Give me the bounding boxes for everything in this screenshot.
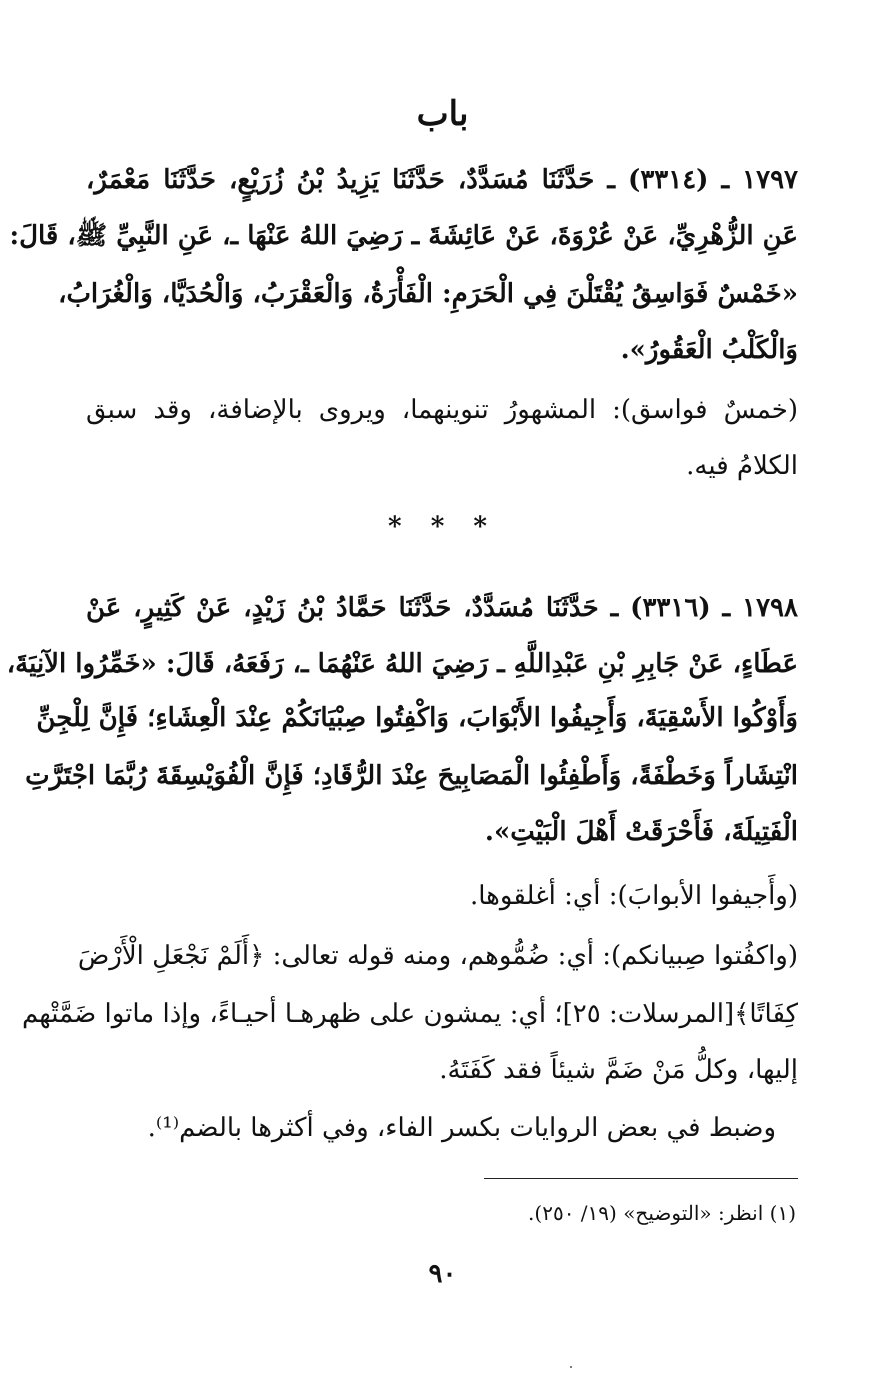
footnote-divider [484,1178,798,1179]
chapter-heading: باب [416,94,469,134]
hadith-1797-line-2: عَنِ الزُّهْرِيِّ، عَنْ عُرْوَةَ، عَنْ عَائِشَةَ ـ رَضِيَ اللهُ عَنْهَا ـ، عَنِ النَّبِيِّ ﷺ، قَالَ: [9,221,798,251]
hadith-1797-line-1: ١٧٩٧ ـ (٣٣١٤) ـ حَدَّثَنَا مُسَدَّدٌ، حَدَّثَنَا يَزِيدُ بْنُ زُرَيْعٍ، حَدَّثَنَا مَعْمَرٌ، [86,165,798,195]
commentary-2-line-1: (وأَجيفوا الأبوابَ): أي: أغلقوها. [469,881,798,911]
hadith-1797-line-4: وَالْكَلْبُ الْعَقُورُ». [620,335,798,365]
hadith-1798-line-5: الْفَتِيلَةَ، فَأَحْرَقَتْ أَهْلَ الْبَيْتِ». [484,817,798,847]
hadith-1798-line-3: وَأَوْكُوا الأَسْقِيَةَ، وَأَجِيفُوا الأَبْوَابَ، وَاكْفِتُوا صِبْيَانَكُمْ عِنْدَ الْعِشَاءِ؛ فَإِنَّ لِلْجِنِّ [36,703,798,733]
page-number: ٩٠ [428,1259,457,1289]
hadith-1798-line-4: انْتِشَاراً وَخَطْفَةً، وَأَطْفِئُوا الْمَصَابِيحَ عِنْدَ الرُّقَادِ؛ فَإِنَّ الْفُوَيْسِقَةَ رُبَّمَا اجْتَرَّتِ [25,761,798,791]
hadith-1798-line-1: ١٧٩٨ ـ (٣٣١٦) ـ حَدَّثَنَا مُسَدَّدٌ، حَدَّثَنَا حَمَّادُ بْنُ زَيْدٍ، عَنْ كَثِيرٍ، عَنْ [86,593,798,623]
hadith-1797-line-3: «خَمْسٌ فَوَاسِقُ يُقْتَلْنَ فِي الْحَرَمِ: الْفَأْرَةُ، وَالْعَقْرَبُ، وَالْحُدَيَّا، وَالْغُرَابُ، [58,279,798,309]
hadith-1798-line-2: عَطَاءٍ، عَنْ جَابِرِ بْنِ عَبْدِاللَّهِ ـ رَضِيَ اللهُ عَنْهُمَا ـ، رَفَعَهُ، قَالَ: «خَمِّرُوا الآنِيَةَ، [6,649,798,679]
footnote: (١) انظر: «التوضيح» (١٩/ ٢٥٠). [528,1201,796,1225]
commentary-2-block-line-1: (واكفُتوا صِبيانكم): أي: ضُمُّوهم، ومنه قوله تعالى: ﴿أَلَمْ نَجْعَلِ الْأَرْضَ [77,941,798,971]
commentary-2-block-line-3: إليها، وكلُّ مَنْ ضَمَّ شيئاً فقد كَفَتَهُ. [439,1055,798,1085]
commentary-1-line-2: الكلامُ فيه. [686,451,798,481]
commentary-1-line-1: (خمسٌ فواسق): المشهورُ تنوينهما، ويروى بالإضافة، وقد سبق [86,395,798,425]
scan-speck [570,1366,572,1368]
commentary-2-block-line-2: كِفَاتًا﴾[المرسلات: ٢٥]؛ أي: يمشون على ظهرهـا أحيـاءً، وإذا ماتوا ضَمَّتْهم [21,999,798,1029]
commentary-2-last-line: وضبط في بعض الروايات بكسر الفاء، وفي أكثرها بالضم⁽¹⁾. [147,1113,776,1143]
section-separator: * * * [388,512,497,542]
